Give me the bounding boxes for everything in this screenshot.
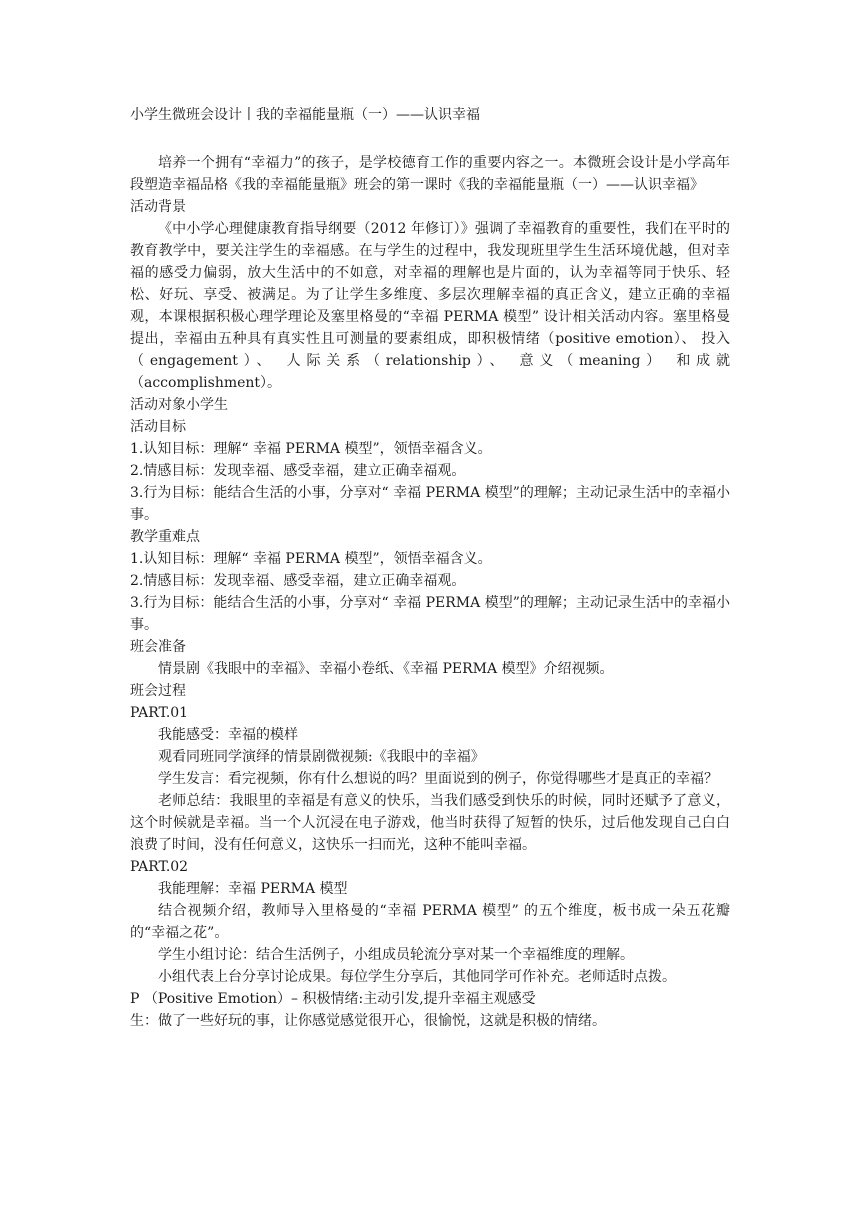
part2-group-sharing: 小组代表上台分享讨论成果。每位学生分享后，其他同学可作补充。老师适时点拨。 bbox=[158, 969, 676, 985]
background-paragraph: 《中小学心理健康教育指导纲要（2012 年修订）》强调了幸福教育的重要性，我们在平时的教育教学中，要关注学生的幸福感。在与学生的过程中，我发现班里学生生活环境优越，但对幸福的感受力偏弱，放大生活中的不如意，对幸福的理解也是片面的，认为幸福等同于快乐、轻松、好玩、享受、被满足。为了让学生多维度、多层次理解幸福的真正含义，建立正确的幸福观，本课根据积极心理学理论及塞里格曼的“幸福 PERMA 模型” 设计相关活动内容。塞里格曼提出，幸福由五种具有真实性且可测量的要素组成，即积极情绪（positive emotion）、 投入（engagement）、 人际关系（relationship）、 意义（meaning） 和成就（accomplishment）。 bbox=[130, 221, 730, 391]
key-point-item: 2.情感目标：发现幸福、感受幸福，建立正确幸福观。 bbox=[130, 573, 466, 589]
part-01-label: PART.01 bbox=[130, 705, 189, 721]
part1-student-speech: 学生发言：看完视频，你有什么想说的吗？里面说到的例子，你觉得哪些才是真正的幸福？ bbox=[158, 771, 718, 787]
perma-p-line: P （Positive Emotion）– 积极情绪:主动引发,提升幸福主观感受 bbox=[130, 991, 536, 1007]
goal-item: 3.行为目标：能结合生活的小事，分享对“ 幸福 PERMA 模型”的理解；主动记录生活中的幸福小事。 bbox=[130, 485, 730, 523]
document-body bbox=[130, 104, 730, 1032]
goals-heading: 活动目标 bbox=[130, 419, 186, 435]
part1-video-line: 观看同班同学演绎的情景剧微视频:《我眼中的幸福》 bbox=[158, 749, 485, 765]
key-points-heading: 教学重难点 bbox=[130, 529, 200, 545]
part2-subtitle: 我能理解：幸福 PERMA 模型 bbox=[158, 881, 348, 897]
intro-paragraph: 培养一个拥有“幸福力”的孩子，是学校德育工作的重要内容之一。本微班会设计是小学高年段塑造幸福品格《我的幸福能量瓶》班会的第一课时《我的幸福能量瓶（一）——认识幸福》 bbox=[130, 155, 730, 193]
key-point-item: 1.认知目标：理解“ 幸福 PERMA 模型”，领悟幸福含义。 bbox=[130, 551, 492, 567]
student-answer-line: 生：做了一些好玩的事，让你感觉感觉很开心，很愉悦，这就是积极的情绪。 bbox=[130, 1013, 606, 1029]
goal-item: 2.情感目标：发现幸福、感受幸福，建立正确幸福观。 bbox=[130, 463, 466, 479]
document-title: 小学生微班会设计丨我的幸福能量瓶（一）——认识幸福 bbox=[130, 107, 480, 123]
goal-item: 1.认知目标：理解“ 幸福 PERMA 模型”，领悟幸福含义。 bbox=[130, 441, 492, 457]
part-02-label: PART.02 bbox=[130, 859, 189, 875]
key-point-item: 3.行为目标：能结合生活的小事，分享对“ 幸福 PERMA 模型”的理解；主动记录生活中的幸福小事。 bbox=[130, 595, 730, 633]
preparation-text: 情景剧《我眼中的幸福》、幸福小卷纸、《幸福 PERMA 模型》介绍视频。 bbox=[158, 661, 614, 677]
part1-subtitle: 我能感受：幸福的模样 bbox=[158, 727, 298, 743]
background-heading: 活动背景 bbox=[130, 199, 186, 215]
part2-group-discussion: 学生小组讨论：结合生活例子，小组成员轮流分享对某一个幸福维度的理解。 bbox=[158, 947, 634, 963]
part1-teacher-summary: 老师总结：我眼里的幸福是有意义的快乐，当我们感受到快乐的时候，同时还赋予了意义，这个时候就是幸福。当一个人沉浸在电子游戏，他当时获得了短暂的快乐，过后他发现自己白白浪费了时间，没有任何意义，这快乐一扫而光，这种不能叫幸福。 bbox=[130, 793, 730, 853]
preparation-heading: 班会准备 bbox=[130, 639, 186, 655]
activity-object-line: 活动对象小学生 bbox=[130, 397, 228, 413]
process-heading: 班会过程 bbox=[130, 683, 186, 699]
part2-intro: 结合视频介绍，教师导入里格曼的“幸福 PERMA 模型” 的五个维度，板书成一朵五花瓣的“幸福之花”。 bbox=[130, 903, 730, 941]
